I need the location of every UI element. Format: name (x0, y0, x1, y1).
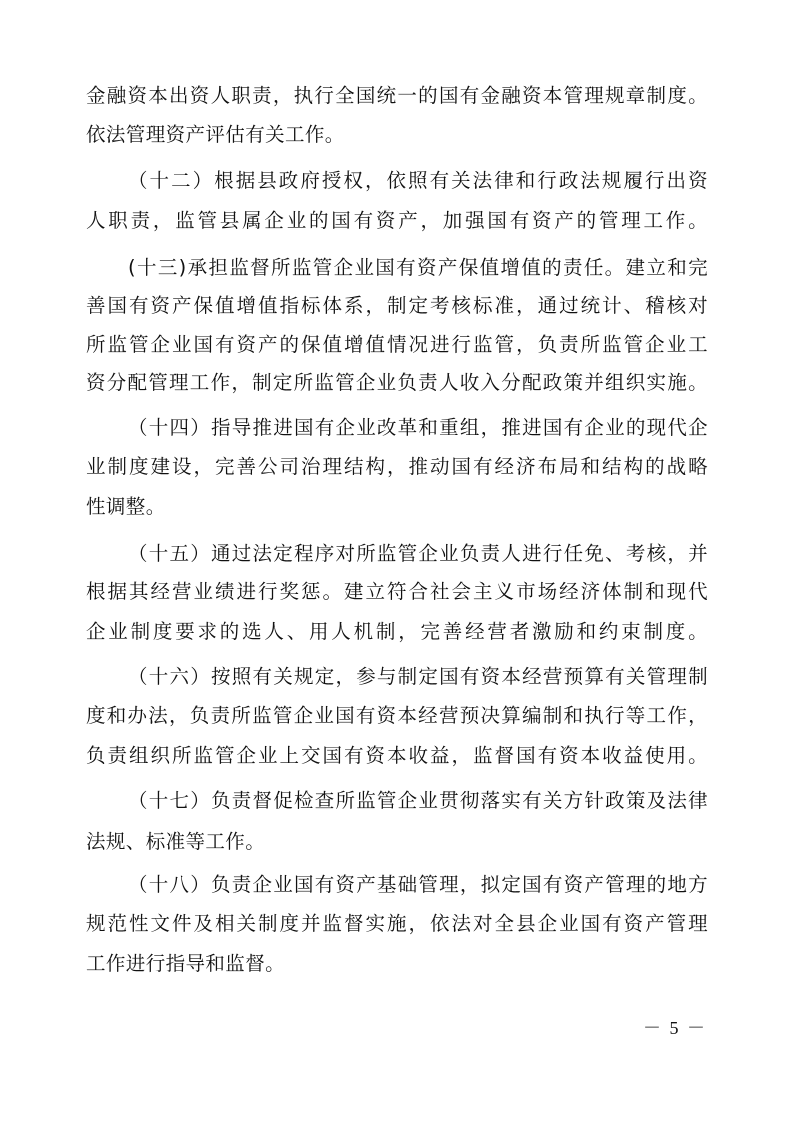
text-line: 根据其经营业绩进行奖惩。建立符合社会主义市场经济体制和现代 (86, 580, 708, 603)
paragraph-16-line: （十六）按照有关规定，参与制定国有资本经营预算有关管理制 (128, 665, 708, 688)
paragraph-15-line: （十五）通过法定程序对所监管企业负责人进行任免、考核，并 (128, 542, 708, 565)
paragraph-17-line: （十七）负责督促检查所监管企业贯彻落实有关方针政策及法律 (128, 789, 708, 812)
paragraph-14-line: （十四）指导推进国有企业改革和重组，推进国有企业的现代企 (128, 416, 708, 439)
page-number: － 5 － (643, 1018, 707, 1038)
text-line: 金融资本出资人职责，执行全国统一的国有金融资本管理规章制度。 (86, 84, 708, 107)
paragraph-18-line: （十八）负责企业国有资产基础管理，拟定国有资产管理的地方 (128, 873, 708, 896)
text-line: 企业制度要求的选人、用人机制，完善经营者激励和约束制度。 (86, 620, 708, 643)
text-line: 业制度建设，完善公司治理结构，推动国有经济布局和结构的战略 (86, 455, 708, 478)
text-line: 所监管企业国有资产的保值增值情况进行监管，负责所监管企业工 (86, 333, 708, 356)
text-line: 人职责，监管县属企业的国有资产，加强国有资产的管理工作。 (86, 209, 708, 232)
text-line: 依法管理资产评估有关工作。 (86, 123, 345, 146)
text-line: 工作进行指导和监督。 (86, 952, 286, 975)
text-line: 度和办法，负责所监管企业国有资本经营预决算编制和执行等工作， (86, 704, 708, 727)
text-line: 性调整。 (86, 495, 166, 518)
text-line: 善国有资产保值增值指标体系，制定考核标准，通过统计、稽核对 (86, 294, 708, 317)
text-line: 负责组织所监管企业上交国有资本收益，监督国有资本收益使用。 (86, 744, 708, 767)
text-line: 资分配管理工作，制定所监管企业负责人收入分配政策并组织实施。 (86, 371, 708, 394)
paragraph-12-line: （十二）根据县政府授权，依照有关法律和行政法规履行出资 (128, 169, 708, 192)
text-line: 法规、标准等工作。 (86, 830, 266, 853)
paragraph-13-line: (十三)承担监督所监管企业国有资产保值增值的责任。建立和完 (128, 256, 708, 279)
text-line: 规范性文件及相关制度并监督实施，依法对全县企业国有资产管理 (86, 912, 708, 935)
